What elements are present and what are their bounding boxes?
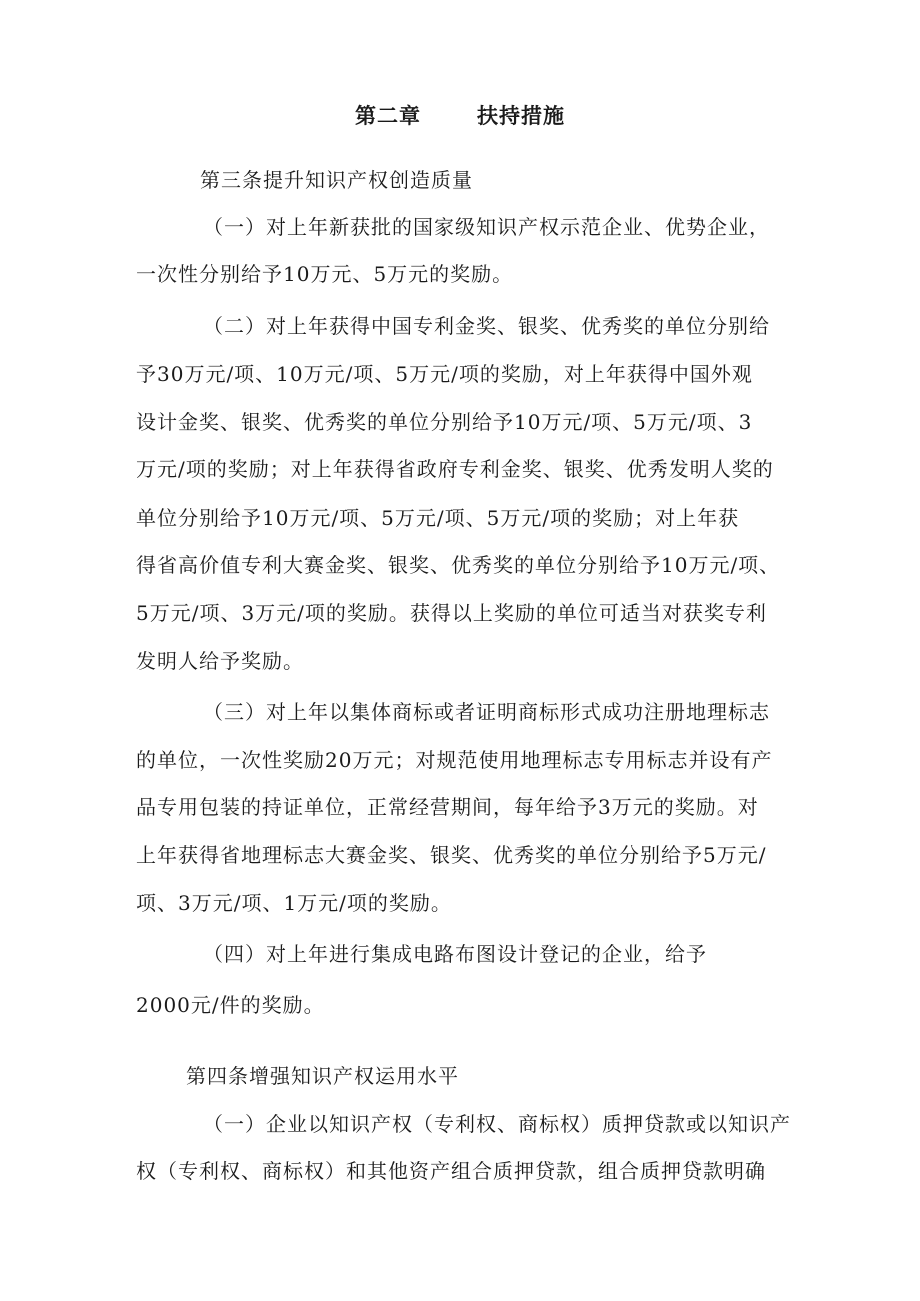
article-4-item-1-line-1: （一）企业以知识产权（专利权、商标权）质押贷款或以知识产 bbox=[203, 1112, 791, 1136]
article-3-item-2-line-8: 发明人给予奖励。 bbox=[136, 649, 304, 673]
article-3-item-2-line-5: 单位分别给予10万元/项、5万元/项、5万元/项的奖励；对上年获 bbox=[136, 506, 740, 530]
article-3-item-2-line-2: 予30万元/项、10万元/项、5万元/项的奖励，对上年获得中国外观 bbox=[136, 362, 753, 386]
chapter-number: 第二章 bbox=[355, 104, 421, 128]
article-3-heading: 第三条提升知识产权创造质量 bbox=[200, 168, 473, 192]
chapter-name: 扶持措施 bbox=[477, 104, 565, 128]
article-3-item-2-line-6: 得省高价值专利大赛金奖、银奖、优秀奖的单位分别给予10万元/项、 bbox=[136, 553, 781, 577]
article-3-item-2-line-3: 设计金奖、银奖、优秀奖的单位分别给予10万元/项、5万元/项、3 bbox=[136, 410, 753, 434]
article-3-item-2-line-7: 5万元/项、3万元/项的奖励。获得以上奖励的单位可适当对获奖专利 bbox=[136, 601, 767, 625]
article-4-item-1-line-2: 权（专利权、商标权）和其他资产组合质押贷款，组合质押贷款明确 bbox=[136, 1159, 766, 1183]
article-3-item-2-line-1: （二）对上年获得中国专利金奖、银奖、优秀奖的单位分别给 bbox=[203, 314, 770, 338]
article-3-item-4-line-2: 2000元/件的奖励。 bbox=[136, 993, 325, 1017]
article-3-item-2-line-4: 万元/项的奖励；对上年获得省政府专利金奖、银奖、优秀发明人奖的 bbox=[136, 457, 774, 481]
chapter-title bbox=[0, 96, 920, 136]
article-3-item-3-line-5: 项、3万元/项、1万元/项的奖励。 bbox=[136, 891, 452, 915]
article-3-item-3-line-2: 的单位，一次性奖励20万元；对规范使用地理标志专用标志并设有产 bbox=[136, 748, 773, 772]
article-3-item-3-line-3: 品专用包装的持证单位，正常经营期间，每年给予3万元的奖励。对 bbox=[136, 795, 759, 819]
article-3-item-3-line-1: （三）对上年以集体商标或者证明商标形式成功注册地理标志 bbox=[203, 700, 770, 724]
article-3-item-3-line-4: 上年获得省地理标志大赛金奖、银奖、优秀奖的单位分别给予5万元/ bbox=[136, 843, 767, 867]
article-3-item-4-line-1: （四）对上年进行集成电路布图设计登记的企业，给予 bbox=[203, 942, 707, 966]
article-4-heading: 第四条增强知识产权运用水平 bbox=[186, 1064, 459, 1088]
article-3-item-1-line-2: 一次性分别给予10万元、5万元的奖励。 bbox=[136, 262, 514, 286]
article-3-item-1-line-1: （一）对上年新获批的国家级知识产权示范企业、优势企业， bbox=[203, 215, 770, 239]
